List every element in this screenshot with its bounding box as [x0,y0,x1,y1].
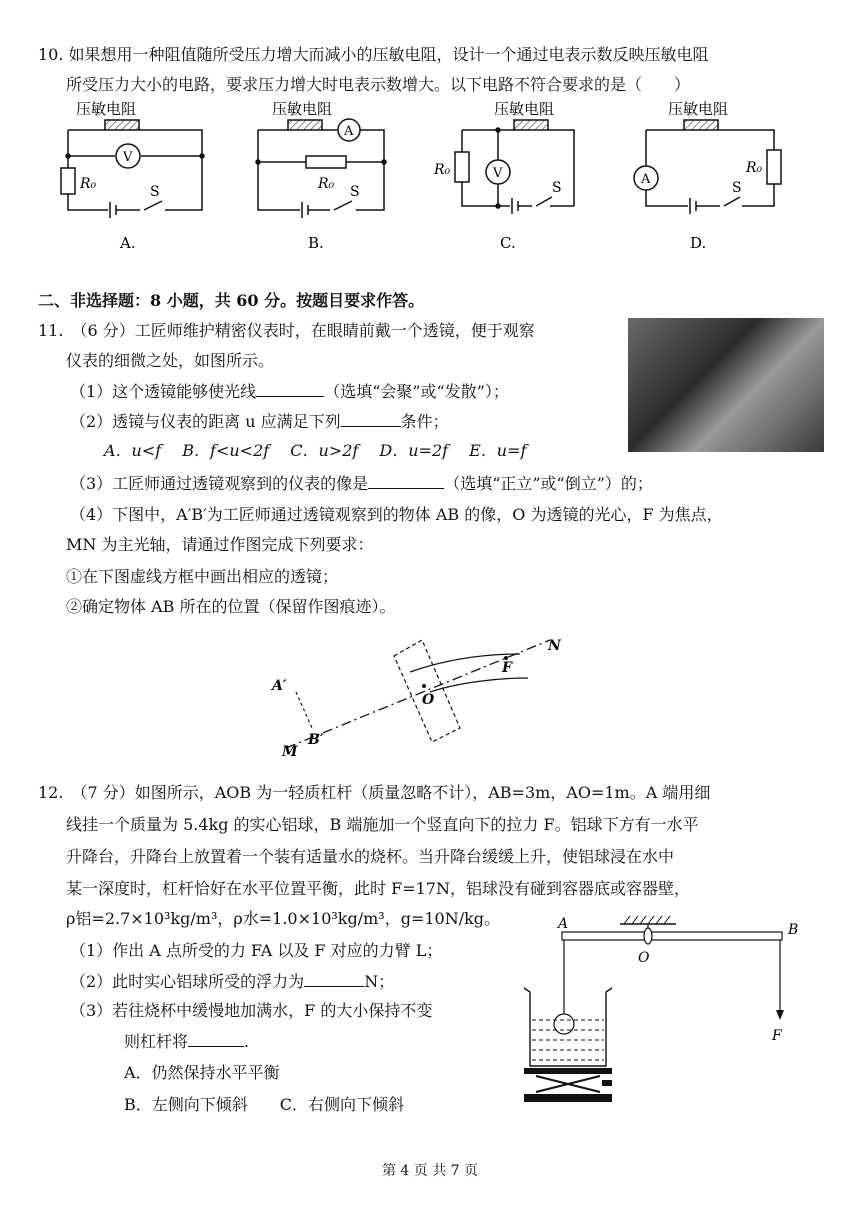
circuit-c-r0-label: R₀ [434,162,451,178]
q11-p1b: （选填“会聚”或“发散”）； [324,382,509,401]
q12-opt-bc: B．左侧向下倾斜 C．右侧向下倾斜 [124,1095,405,1114]
q12-p3c: . [244,1032,250,1051]
lever-label-o: O [638,950,650,966]
q12-l2: 线挂一个质量为 5.4kg 的实心铝球，B 端施加一个竖直向下的拉力 F。铝球下方有一水平 [66,815,699,834]
circuit-c-sensor-label: 压敏电阻 [494,100,555,118]
lens-diagram [260,628,580,758]
q11-p2 [70,410,449,433]
aluminum-ball [554,1014,574,1034]
label-m: M [282,744,298,758]
q12-p2 [70,970,394,993]
q12-l4: 某一深度时，杠杆恰好在水平位置平衡，此时 F=17N，铝球没有碰到容器底或容器壁， [66,879,690,898]
circuit-b-sensor-label: 压敏电阻 [272,100,333,118]
label-a-prime: A′ [272,678,287,694]
q12-l1: 12. （7 分）如图所示，AOB 为一轻质杠杆（质量忽略不计），AB=3m，AO=1m。A 端用细 [38,783,711,802]
section2-title: 二、非选择题：8 小题，共 60 分。按题目要求作答。 [38,291,425,310]
q12-p2a: （2）此时实心铝球所受的浮力为 [70,972,305,991]
q11-p3a: （3）工匠师通过透镜观察到的仪表的像是 [70,474,369,493]
lever-bar [562,932,782,940]
lens-box [394,640,460,742]
circuit-d-letter: D. [690,234,707,252]
q12-l5: ρ铝=2.7×10³kg/m³，ρ水=1.0×10³kg/m³，g=10N/kg。 [66,909,501,928]
circuit-d-sensor-label: 压敏电阻 [668,100,729,118]
label-n: N [548,638,561,654]
circuit-a-sensor-label: 压敏电阻 [76,100,137,118]
q11-req1: ①在下图虚线方框中画出相应的透镜； [66,567,339,586]
circuit-b [256,119,386,218]
circuit-c-letter: C. [500,234,516,252]
q11-intro1: 11. （6 分）工匠师维护精密仪表时，在眼睛前戴一个透镜，便于观察 [38,321,535,340]
circuit-b-switch-label: S [350,184,360,200]
q11-p2b: 条件； [400,412,449,431]
q11-req2: ②确定物体 AB 所在的位置（保留作图痕迹）。 [66,597,396,616]
q12-opt-a: A．仍然保持水平平衡 [124,1063,280,1082]
q11-p3b: （选填“正立”或“倒立”）的； [444,474,653,493]
q12-l3: 升降台，升降台上放置着一个装有适量水的烧杯。当升降台缓缓上升，使铝球浸在水中 [66,847,675,866]
q11-intro2: 仪表的细微之处，如图所示。 [66,351,275,370]
circuit-b-meter-label: A [344,124,354,139]
q11-options: A．u<f B．f<u<2f C．u>2f D．u=2f E．u=f [104,441,527,460]
q11-p4a: （4）下图中，A′B′为工匠师通过透镜观察到的物体 AB 的像，O 为透镜的光心，F 为焦点， [70,505,723,524]
q11-p1a: （1）这个透镜能够使光线 [70,382,257,401]
q11-p4b: MN 为主光轴，请通过作图完成下列要求： [66,535,374,554]
answer-blank-4[interactable] [304,970,364,987]
page-footer: 第 4 页 共 7 页 [381,1163,479,1179]
q12-p3b: 则杠杆将 [124,1032,189,1051]
circuit-c-meter-label: V [493,166,503,181]
q12-p3-line2 [124,1030,249,1053]
circuit-a-switch-label: S [150,184,160,200]
circuit-b-letter: B. [308,234,324,252]
q10-line2: 所受压力大小的电路，要求压力增大时电表示数增大。以下电路不符合要求的是（ ） [66,75,691,94]
q11-p3 [70,472,653,495]
circuit-c-switch-label: S [552,180,562,196]
circuit-a-r0-label: R₀ [80,176,97,192]
lens-photo [628,318,824,452]
answer-blank-3[interactable] [368,472,444,489]
label-o: O [422,692,435,708]
circuit-c [455,120,574,214]
q11-p2a: （2）透镜与仪表的距离 u 应满足下列 [70,412,341,431]
circuit-a-letter: A. [120,234,136,252]
circuit-a [61,120,204,218]
q12-p3: （3）若往烧杯中缓慢地加满水，F 的大小保持不变 [70,1001,433,1020]
principal-axis [286,640,550,748]
answer-blank-5[interactable] [188,1030,244,1047]
q12-p1: （1）作出 A 点所受的力 FA 以及 F 对应的力臂 L； [70,941,443,960]
circuit-d-meter-label: A [641,172,651,187]
label-f: F [502,660,512,676]
lever-label-a: A [558,916,569,932]
answer-blank-1[interactable] [256,380,324,397]
circuit-a-meter-label: V [123,150,133,165]
q10-circuits [40,98,830,258]
circuit-d-switch-label: S [732,180,742,196]
q12-p2b: N； [364,972,395,991]
lever-label-f: F [772,1028,782,1044]
image-ab [296,692,312,728]
ray-2 [430,678,528,692]
answer-blank-2[interactable] [341,410,401,427]
q11-p1 [70,380,509,403]
pivot [644,928,652,944]
q10-line1: 10. 如果想用一种阻值随所受压力增大而减小的压敏电阻，设计一个通过电表示数反映压敏电阻 [38,45,709,64]
circuit-b-r0-label: R₀ [318,176,335,192]
circuit-d-r0-label: R₀ [746,160,763,176]
lever-label-b: B [788,922,799,938]
label-b-prime: B′ [308,732,324,748]
lever-diagram [516,910,816,1110]
